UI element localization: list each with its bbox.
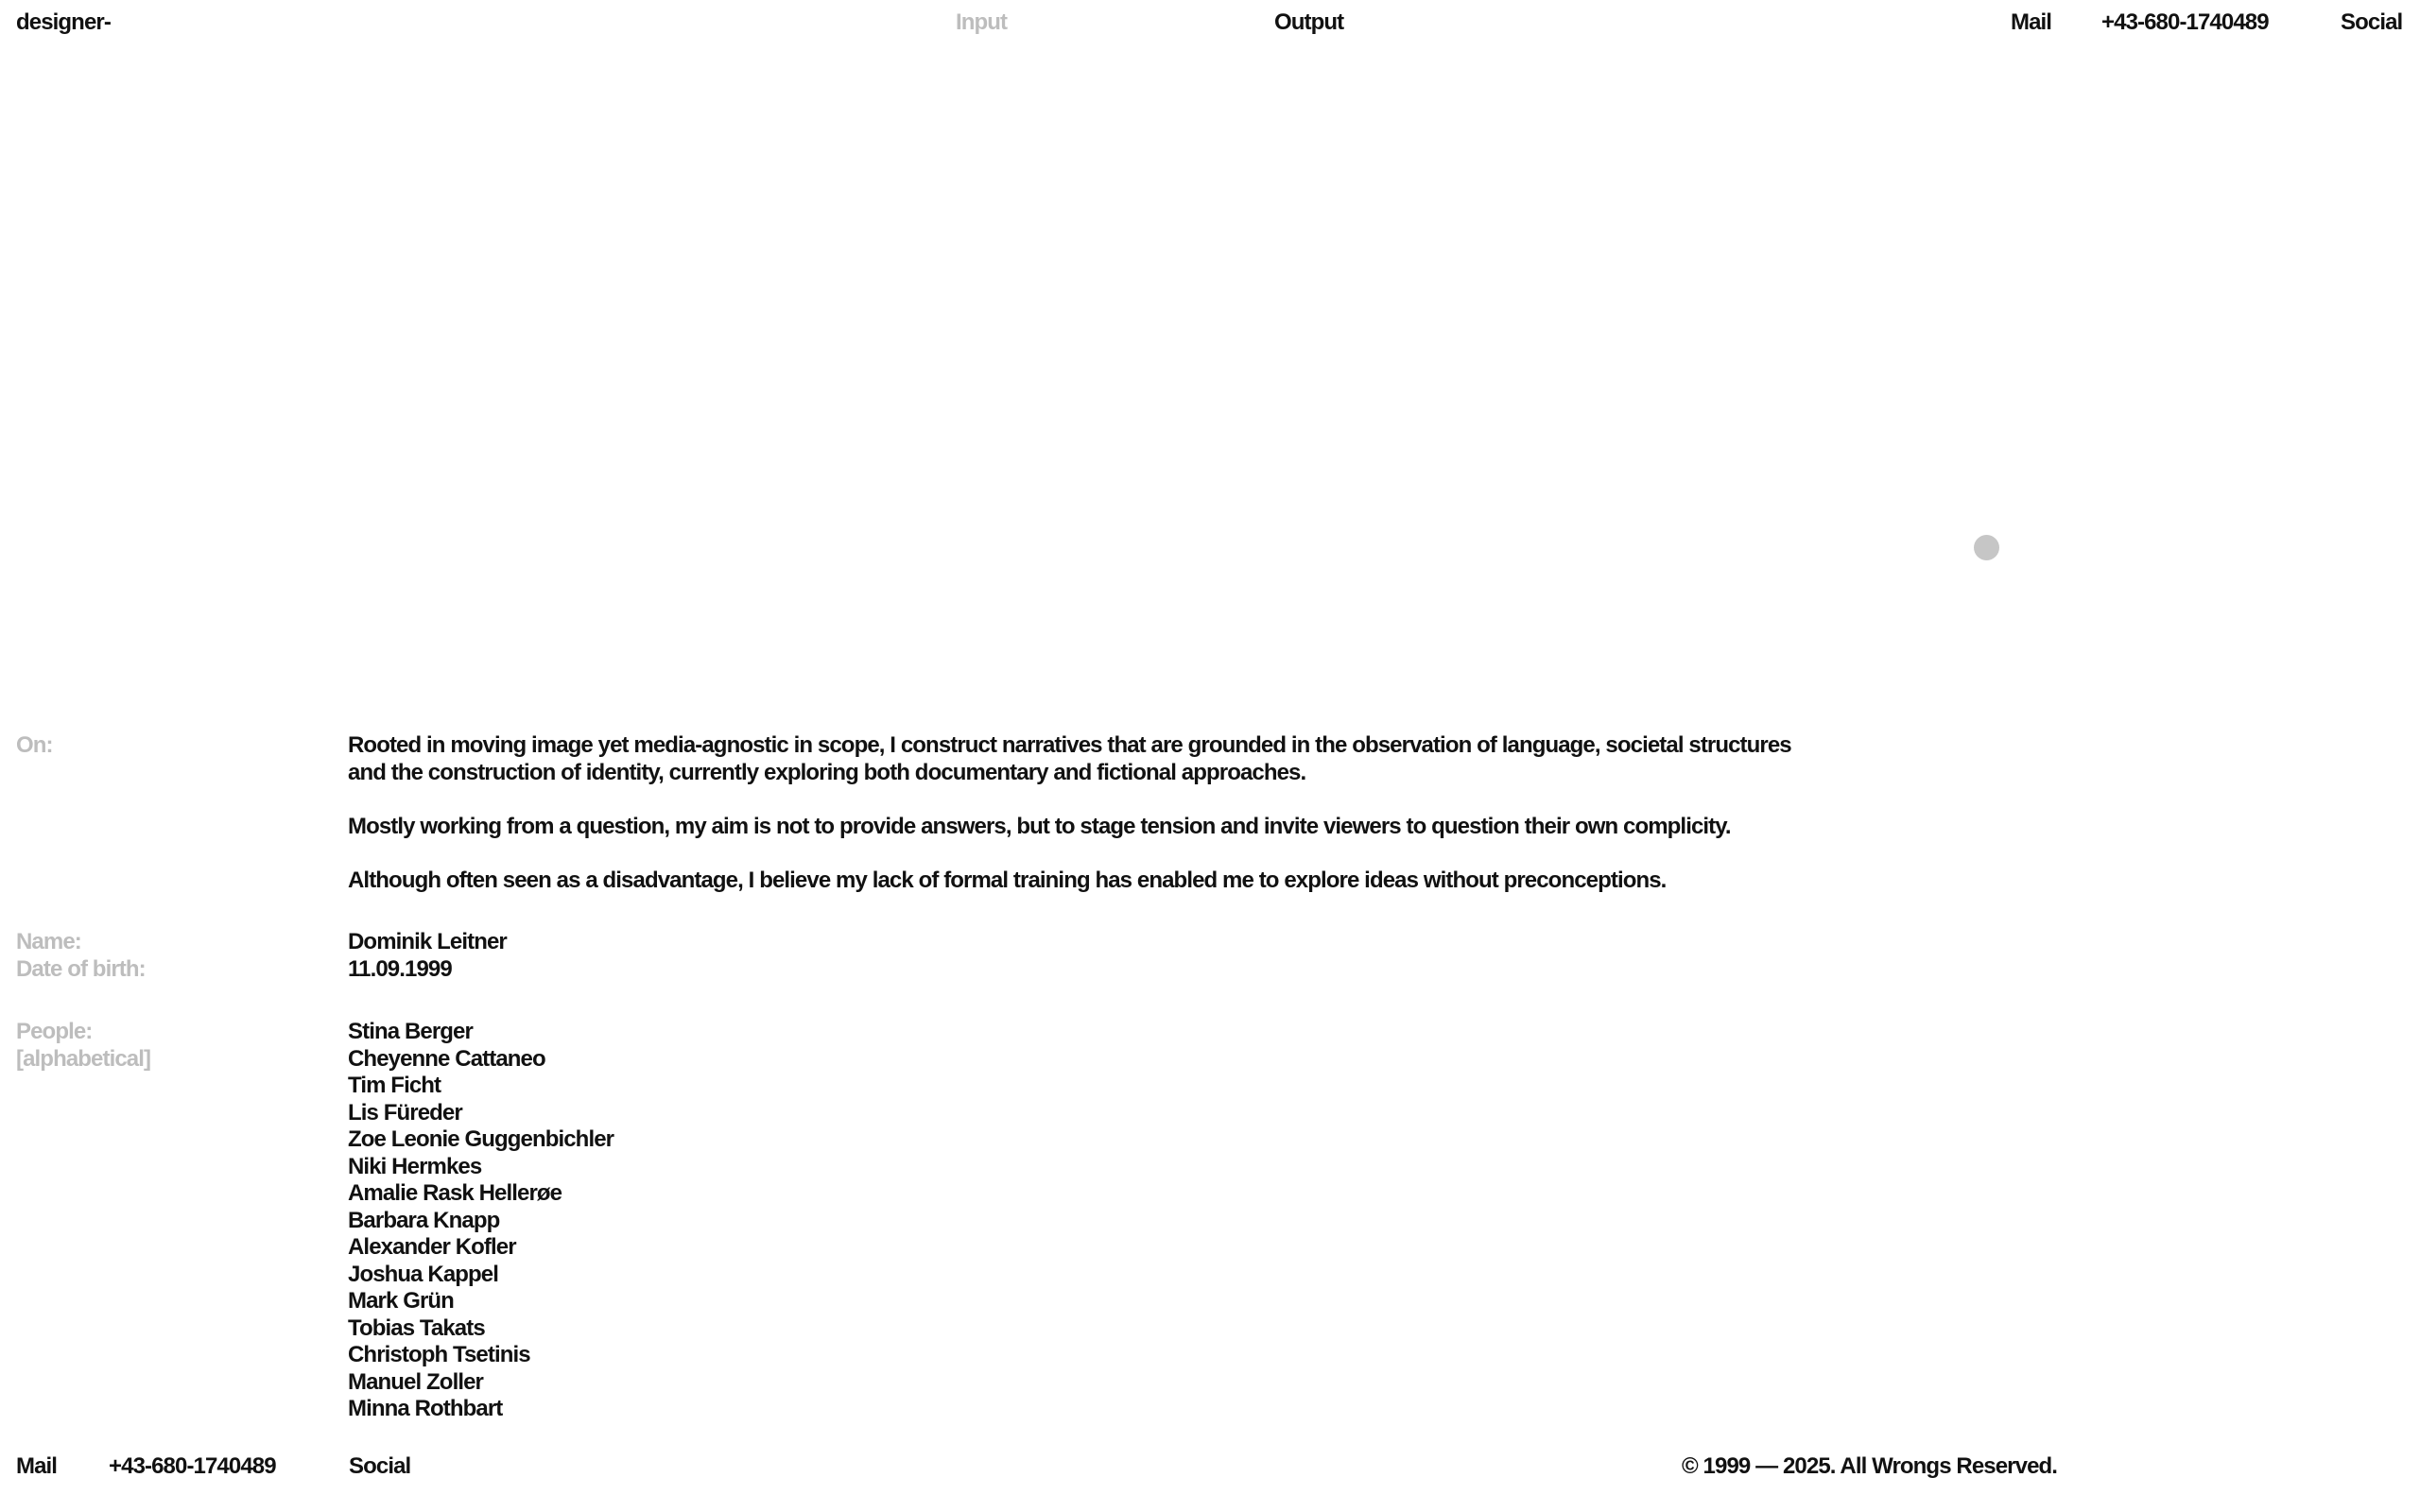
- dob-value: 11.09.1999: [348, 955, 452, 982]
- about-text: [348, 732, 1823, 921]
- person-item: Christoph Tsetinis: [348, 1342, 530, 1367]
- person-item: Alexander Kofler: [348, 1234, 516, 1260]
- header-phone-link[interactable]: +43-680-1740489: [2101, 9, 2269, 35]
- person-item: Tobias Takats: [348, 1314, 485, 1341]
- person-item: Lis Füreder: [348, 1099, 462, 1125]
- people-list: [348, 1019, 614, 1423]
- person-item: Mark Grün: [348, 1288, 454, 1314]
- about-paragraph: Rooted in moving image yet media-agnostic in scope, I construct narratives that are grounded in the observation of language, societal structures and the construction of identity, currently exploring both documentary and fictional approaches.: [348, 732, 1791, 785]
- footer-social-link[interactable]: Social: [349, 1453, 411, 1479]
- nav-link-output[interactable]: Output: [1274, 9, 1344, 35]
- footer-phone-link[interactable]: +43-680-1740489: [109, 1453, 276, 1479]
- copyright-text: © 1999 — 2025. All Wrongs Reserved.: [1682, 1453, 2058, 1479]
- about-label: On:: [16, 732, 53, 758]
- people-sort-label: [alphabetical]: [16, 1045, 151, 1072]
- person-item: Barbara Knapp: [348, 1207, 500, 1233]
- person-item: Zoe Leonie Guggenbichler: [348, 1126, 614, 1152]
- about-paragraph: Mostly working from a question, my aim is not to provide answers, but to stage tension and invite viewers to question their own complicity.: [348, 813, 1731, 839]
- dob-label: Date of birth:: [16, 955, 146, 982]
- name-value: Dominik Leitner: [348, 929, 507, 954]
- person-item: Cheyenne Cattaneo: [348, 1045, 545, 1072]
- about-paragraph: Although often seen as a disadvantage, I believe my lack of formal training has enabled me to explore ideas without preconceptions.: [348, 867, 1667, 893]
- person-item: Niki Hermkes: [348, 1153, 482, 1179]
- header-mail-link[interactable]: Mail: [2011, 9, 2052, 35]
- people-label: People:: [16, 1019, 93, 1044]
- header-social-link[interactable]: Social: [2341, 9, 2403, 35]
- person-item: Manuel Zoller: [348, 1368, 483, 1395]
- person-item: Amalie Rask Hellerøe: [348, 1180, 562, 1206]
- nav-link-input[interactable]: Input: [956, 9, 1008, 35]
- person-item: Tim Ficht: [348, 1073, 441, 1098]
- cursor-dot-icon: [1974, 535, 1999, 560]
- person-item: Stina Berger: [348, 1019, 473, 1044]
- person-item: Joshua Kappel: [348, 1261, 499, 1287]
- site-logo-link[interactable]: designer-: [16, 9, 111, 35]
- footer-mail-link[interactable]: Mail: [16, 1453, 58, 1479]
- person-item: Minna Rothbart: [348, 1396, 503, 1421]
- name-label: Name:: [16, 929, 81, 954]
